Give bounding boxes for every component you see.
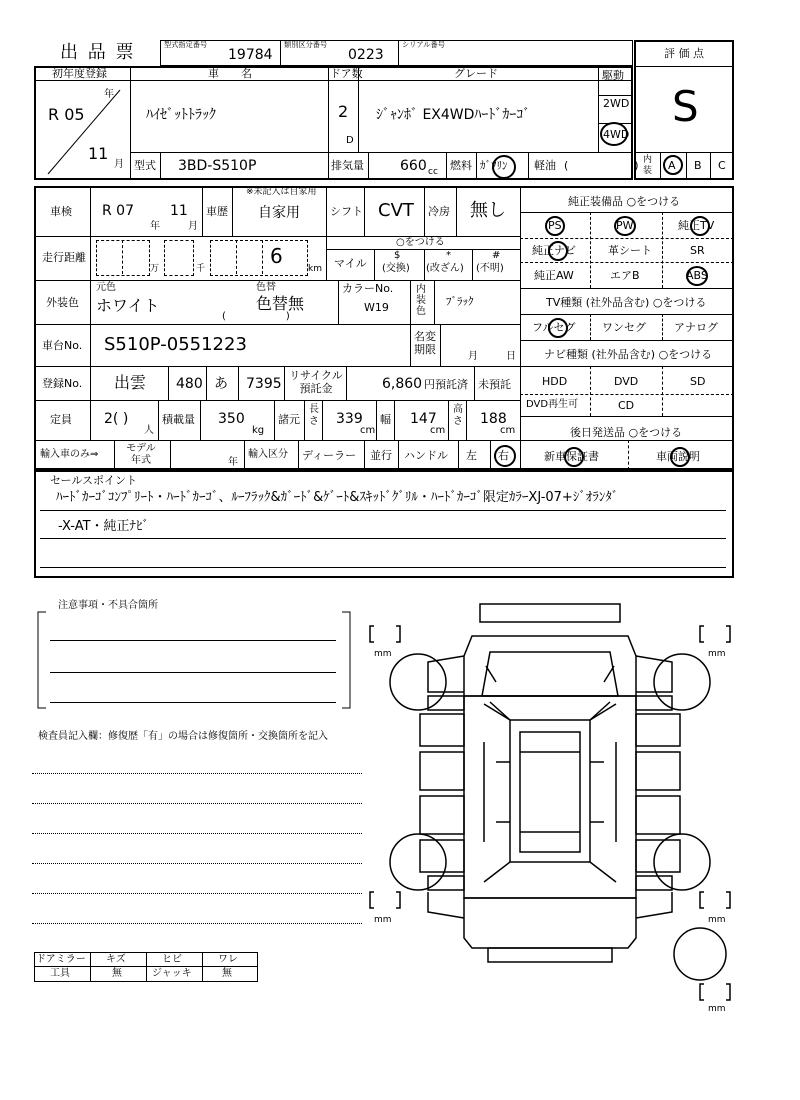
table-jack: ジャッキ <box>152 968 192 979</box>
drive-4wd: 4WD <box>603 128 630 141</box>
chassis-label: 車台No. <box>42 339 83 352</box>
interior-a-circle <box>663 155 683 175</box>
sales-line-2: -X-AT・純正ﾅﾋﾞ <box>58 519 150 534</box>
name-change-label: 名変期限 <box>414 330 436 356</box>
dollar-sub: (交換) <box>382 263 410 274</box>
tv-oneseg: ワンセグ <box>602 321 646 334</box>
model-year-label: モデル年式 <box>126 443 156 466</box>
mileage-box-3 <box>210 240 308 276</box>
tv-fullseg-circle <box>548 318 568 338</box>
import-label: 輸入車のみ⇒ <box>40 449 99 460</box>
reg-label: 登録No. <box>42 377 83 390</box>
mileage-digit: 6 <box>270 244 283 268</box>
reg-area: 出雲 <box>114 373 147 392</box>
sales-line-1: ﾊｰﾄﾞｶｰｺﾞｺﾝﾌﾟﾘｰﾄ・ﾊｰﾄﾞｶｰｺﾞ、ﾙｰﾌﾗｯｸ&ｶﾞｰﾄﾞ&ｹﾞｰﾄ&ｽｷｯﾄﾞｸﾞﾘﾙ・ﾊｰﾄﾞｶｰｺﾞ限定ｶﾗｰXJ-07+ｼﾞｵﾗﾝﾀﾞ <box>56 490 619 505</box>
color-no-value: W19 <box>364 301 389 314</box>
serial-label: シリアル番号 <box>402 41 445 50</box>
table-mirror: ドアミラー <box>36 954 86 965</box>
handle-label: ハンドル <box>404 449 448 462</box>
later-warranty: 新車保証書 <box>544 450 599 463</box>
width-value: 147 <box>410 411 437 427</box>
interior-color-label: 内装色 <box>416 284 426 317</box>
reg-class: 480 <box>176 376 203 392</box>
handle-right-circle <box>494 445 516 467</box>
mileage-box-2 <box>164 240 194 276</box>
opt-aw: 純正AW <box>534 269 574 282</box>
repaint-paren: ( ) <box>222 311 290 322</box>
navi-label: ナビ種類 (社外品含む) ○をつける <box>544 348 713 361</box>
table-tools: 工具 <box>50 968 70 979</box>
capacity-label: 定員 <box>50 413 72 426</box>
star-sub: (改ざん) <box>426 263 464 274</box>
navi-cd: CD <box>618 399 635 412</box>
mileage-box-1 <box>96 240 150 276</box>
opt-tv: 純正TV <box>678 219 715 232</box>
car-name-label: 車 名 <box>208 67 252 80</box>
mile-option: マイル <box>334 257 367 270</box>
opt-ps: PS <box>548 219 562 232</box>
later-manual-circle <box>670 447 690 467</box>
history-value: 自家用 <box>258 205 300 221</box>
door-d: D <box>346 135 354 146</box>
length-unit: cm <box>360 425 376 436</box>
import-class-label: 輸入区分 <box>248 449 288 460</box>
navi-dvd: DVD <box>614 375 639 388</box>
chassis-value: S510P-0551223 <box>104 334 247 355</box>
fuel-gasoline-circle <box>492 155 516 179</box>
car-diagram <box>360 592 760 1022</box>
mileage-sen: 千 <box>196 264 206 274</box>
form-title: 出 品 票 <box>60 42 136 63</box>
dollar-option: $ <box>394 250 401 261</box>
history-note: ※未記入は自家用 <box>246 187 317 197</box>
ac-value: 無し <box>470 200 506 221</box>
hash-sub: (不明) <box>476 263 504 274</box>
opt-abs-circle <box>686 266 708 286</box>
color-no-label: カラーNo. <box>342 282 394 295</box>
repaint-value: 色替無 <box>256 294 305 313</box>
color-label: 外装色 <box>46 296 79 309</box>
genuine-label: 純正装備品 ○をつける <box>568 195 681 208</box>
first-reg-month: 11 <box>88 144 109 163</box>
opt-ps-circle <box>545 216 565 236</box>
hash-option: # <box>492 250 501 261</box>
fuel-label: 燃料 <box>450 159 472 172</box>
drive-4wd-circle <box>600 122 628 146</box>
orig-color-value: ホワイト <box>96 296 160 315</box>
car-name: ﾊｲｾﾞｯﾄﾄﾗｯｸ <box>146 107 216 123</box>
load-value: 350 <box>218 411 245 427</box>
recycle-unit: 円預託済 <box>424 378 468 391</box>
recycle-value: 6,860 <box>382 376 423 392</box>
opt-pw: PW <box>616 219 634 232</box>
recycle-unpaid: 未預託 <box>478 378 511 391</box>
interior-b: B <box>694 159 702 172</box>
inspection-month: 11 <box>170 203 188 219</box>
inspection-year: R 07 <box>102 203 134 219</box>
cc-unit: cc <box>428 167 438 177</box>
table-tools-value: 無 <box>112 968 122 979</box>
doors-label: ドア数 <box>330 67 363 80</box>
score-label: 評 価 点 <box>664 47 704 60</box>
type-no-label: 型式指定番号 <box>164 41 208 50</box>
displacement-value: 660 <box>400 158 427 174</box>
dims-label: 諸元 <box>278 413 300 426</box>
tv-fullseg: フルセグ <box>532 321 576 334</box>
mm-spare: mm <box>708 1004 726 1014</box>
sales-label: セールスポイント <box>50 474 138 487</box>
year-unit: 年 <box>104 89 114 100</box>
orig-color-label: 元色 <box>96 282 116 293</box>
defects-bracket <box>34 608 354 714</box>
capacity-value: 2( ) <box>104 411 129 427</box>
height-unit: cm <box>500 425 516 436</box>
inspection-year-unit: 年 <box>150 221 160 232</box>
capacity-unit: 人 <box>144 425 154 436</box>
navi-sd: SD <box>690 375 706 388</box>
star-option: * <box>446 250 451 261</box>
model-year-unit: 年 <box>228 457 238 468</box>
interior-color-value: ﾌﾞﾗｯｸ <box>446 295 474 308</box>
grade-label: グレード <box>454 67 498 80</box>
tv-label: TV種類 (社外品含む) ○をつける <box>546 296 707 309</box>
interior-label: 内装 <box>643 155 653 176</box>
doors-value: 2 <box>338 102 349 121</box>
inspector-label: 検査員記入欄：修復歴「有」の場合は修復箇所・交換箇所を記入 <box>38 731 328 742</box>
table-break: ワレ <box>218 954 238 965</box>
later-label: 後日発送品 ○をつける <box>570 426 683 439</box>
drive-2wd: 2WD <box>603 97 630 110</box>
class-no-label: 類別区分番号 <box>284 41 328 50</box>
opt-airbag: エアB <box>610 269 640 282</box>
ac-label: 冷房 <box>428 205 450 218</box>
inspection-month-unit: 月 <box>188 221 198 232</box>
table-scratch: キズ <box>106 954 126 965</box>
inspection-label: 車検 <box>50 205 72 218</box>
type-no-value: 19784 <box>228 47 273 63</box>
opt-navi-circle <box>548 241 568 261</box>
handle-left: 左 <box>466 449 477 462</box>
mileage-label: 走行距離 <box>42 251 86 264</box>
width-unit: cm <box>430 425 446 436</box>
defects-label: 注意事項・不具合箇所 <box>58 600 158 611</box>
mileage-man: 万 <box>150 264 160 274</box>
mileage-mark-note: ○をつける <box>396 237 445 248</box>
interior-a: A <box>668 159 676 172</box>
opt-navi: 純正ナビ <box>532 244 576 257</box>
table-jack-value: 無 <box>222 968 232 979</box>
mm-rear-right: mm <box>708 915 726 925</box>
height-value: 188 <box>480 411 507 427</box>
length-label: 長さ <box>309 404 319 427</box>
shift-value: CVT <box>378 200 414 221</box>
fuel-gasoline: ｶﾞｿﾘﾝ <box>480 159 508 172</box>
height-label: 高さ <box>453 404 463 427</box>
load-label: 積載量 <box>162 413 195 426</box>
table-crack: ヒビ <box>162 954 182 965</box>
first-reg-year: R 05 <box>48 105 85 124</box>
model-value: 3BD-S510P <box>178 158 257 174</box>
mm-rear-left: mm <box>374 915 392 925</box>
recycle-label: リサイクル預託金 <box>289 369 343 395</box>
repaint-label: 色替 <box>256 282 276 293</box>
mm-front-left: mm <box>374 649 392 659</box>
month-unit: 月 <box>114 159 124 170</box>
opt-sr: SR <box>690 244 705 257</box>
model-label: 型式 <box>134 159 156 172</box>
shift-label: シフト <box>330 205 363 218</box>
mileage-km: km <box>308 264 322 274</box>
later-manual: 車両説明 <box>656 450 700 463</box>
navi-dvd-play: DVD再生可 <box>526 399 579 410</box>
dealer-option: ディーラー <box>302 449 357 462</box>
history-label: 車歴 <box>206 205 228 218</box>
opt-leather: 革シート <box>608 244 652 257</box>
reg-kana: あ <box>214 376 228 392</box>
interior-c: C <box>718 159 726 172</box>
handle-right: 右 <box>498 449 509 462</box>
reg-num: 7395 <box>246 376 282 392</box>
parallel-option: 並行 <box>370 449 392 462</box>
load-unit: kg <box>252 425 265 436</box>
name-change-month: 月 <box>468 351 478 362</box>
first-reg-label: 初年度登録 <box>52 67 107 80</box>
drive-label: 駆動 <box>602 69 624 82</box>
length-value: 339 <box>336 411 363 427</box>
score-value: S <box>672 82 699 131</box>
navi-hdd: HDD <box>542 375 568 388</box>
grade-value: ｼﾞｬﾝﾎﾞ EX4WDﾊｰﾄﾞｶｰｺﾞ <box>376 107 531 123</box>
mm-front-right: mm <box>708 649 726 659</box>
tv-analog: アナログ <box>674 321 718 334</box>
fuel-light: 軽油 <box>534 159 556 172</box>
later-warranty-circle <box>564 447 584 467</box>
width-label: 幅 <box>380 413 391 426</box>
class-no-value: 0223 <box>348 47 384 63</box>
opt-pw-circle <box>614 216 636 236</box>
opt-abs: ABS <box>686 269 708 282</box>
fuel-other: ( ) <box>564 159 639 172</box>
displacement-label: 排気量 <box>331 159 364 172</box>
opt-tv-circle <box>690 216 710 236</box>
